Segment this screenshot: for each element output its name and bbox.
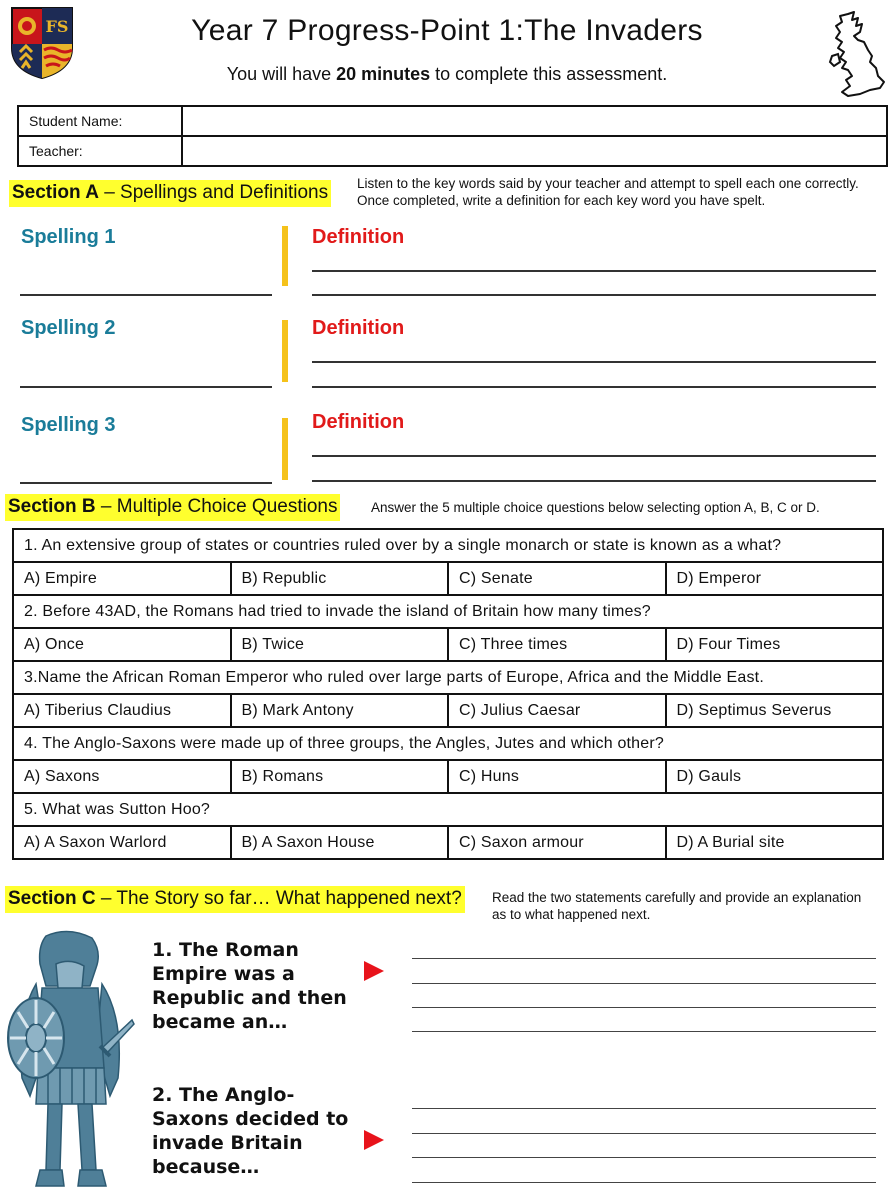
statement-2-line-1[interactable] [412,1108,876,1109]
definition-2-line-2[interactable] [312,386,876,388]
q5-option-a[interactable]: A) A Saxon Warlord [13,826,231,859]
definition-3-label: Definition [312,411,405,433]
question-5: 5. What was Sutton Hoo? [13,793,883,826]
section-a-instructions: Listen to the key words said by your teacher and attempt to spell each one correctly. Once completed, write a definition for each key word you have spelt. [357,176,859,208]
spelling-1-label: Spelling 1 [21,226,116,248]
q5-option-d[interactable]: D) A Burial site [666,826,884,859]
red-arrow-icon [364,961,384,981]
q1-option-c[interactable]: C) Senate [448,562,666,595]
statement-2-line-2[interactable] [412,1133,876,1134]
multiple-choice-table [12,528,884,860]
definition-3-line-1[interactable] [312,455,876,457]
question-1: 1. An extensive group of states or countries ruled over by a single monarch or state is known as a what? [13,529,883,562]
q5-option-c[interactable]: C) Saxon armour [448,826,666,859]
divider-bar [282,226,288,286]
uk-map-icon [828,10,886,98]
roman-soldier-illustration [6,928,136,1196]
spelling-3-label: Spelling 3 [21,414,116,436]
spelling-1-answer-line[interactable] [20,294,272,296]
time-instruction: You will have 20 minutes to complete this assessment. [226,64,668,84]
q4-option-b[interactable]: B) Romans [231,760,449,793]
statement-1-line-4[interactable] [412,1031,876,1032]
q2-option-b[interactable]: B) Twice [231,628,449,661]
section-b-instructions: Answer the 5 multiple choice questions below selecting option A, B, C or D. [371,500,820,515]
definition-1-line-2[interactable] [312,294,876,296]
q2-option-d[interactable]: D) Four Times [666,628,884,661]
q4-option-d[interactable]: D) Gauls [666,760,884,793]
question-3: 3.Name the African Roman Emperor who ruled over large parts of Europe, Africa and the Middle East. [13,661,883,694]
definition-3-line-2[interactable] [312,480,876,482]
student-name-label: Student Name: [18,106,182,136]
question-2: 2. Before 43AD, the Romans had tried to invade the island of Britain how many times? [13,595,883,628]
definition-2-label: Definition [312,317,405,339]
section-c-heading: Section C – The Story so far… What happened next? [5,886,465,913]
teacher-field[interactable] [182,136,887,166]
spelling-2-answer-line[interactable] [20,386,272,388]
q1-option-b[interactable]: B) Republic [231,562,449,595]
teacher-label: Teacher: [18,136,182,166]
q1-option-a[interactable]: A) Empire [13,562,231,595]
statement-2-line-3[interactable] [412,1157,876,1158]
definition-1-label: Definition [312,226,405,248]
page-title: Year 7 Progress-Point 1:The Invaders [191,14,703,47]
q4-option-a[interactable]: A) Saxons [13,760,231,793]
statement-1-line-3[interactable] [412,1007,876,1008]
q3-option-c[interactable]: C) Julius Caesar [448,694,666,727]
statement-2: 2. The Anglo- Saxons decided to invade Britain because… [152,1084,349,1178]
student-details-table [17,105,888,167]
statement-1: 1. The Roman Empire was a Republic and then became an… [152,939,347,1033]
q3-option-a[interactable]: A) Tiberius Claudius [13,694,231,727]
statement-2-line-4[interactable] [412,1182,876,1183]
section-c-instructions: Read the two statements carefully and provide an explanation as to what happened next. [492,890,862,922]
q3-option-b[interactable]: B) Mark Antony [231,694,449,727]
q2-option-a[interactable]: A) Once [13,628,231,661]
statement-1-line-1[interactable] [412,958,876,959]
section-b-heading: Section B – Multiple Choice Questions [5,494,340,521]
student-name-field[interactable] [182,106,887,136]
q4-option-c[interactable]: C) Huns [448,760,666,793]
definition-2-line-1[interactable] [312,361,876,363]
definition-1-line-1[interactable] [312,270,876,272]
statement-1-line-2[interactable] [412,983,876,984]
spelling-2-label: Spelling 2 [21,317,116,339]
question-4: 4. The Anglo-Saxons were made up of three groups, the Angles, Jutes and which other? [13,727,883,760]
spelling-3-answer-line[interactable] [20,482,272,484]
divider-bar [282,320,288,382]
q3-option-d[interactable]: D) Septimus Severus [666,694,884,727]
q2-option-c[interactable]: C) Three times [448,628,666,661]
q5-option-b[interactable]: B) A Saxon House [231,826,449,859]
q1-option-d[interactable]: D) Emperor [666,562,884,595]
red-arrow-icon [364,1130,384,1150]
divider-bar [282,418,288,480]
crest-letters: FS [45,17,69,36]
section-a-heading: Section A – Spellings and Definitions [9,180,331,207]
